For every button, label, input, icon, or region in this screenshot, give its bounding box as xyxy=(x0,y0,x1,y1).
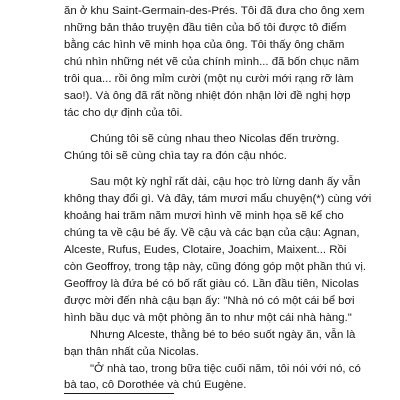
text-line: những bản thảo truyện đầu tiên của bố tôi được tô điểm xyxy=(64,22,347,34)
text-line: không thay đổi gì. Và đây, tám mươi mẩu chuyện(*) cùng với xyxy=(64,193,372,205)
text-line: khoảng hai trăm năm mươi hình vẽ minh họa sẽ kể cho xyxy=(64,210,344,222)
paragraph-start-line: Chúng tôi sẽ cùng nhau theo Nicolas đến trường. xyxy=(90,133,340,145)
footnote-divider xyxy=(64,393,174,394)
text-line: Alceste, Rufus, Eudes, Clotaire, Joachim, Maixent... Rồi xyxy=(64,244,347,256)
paragraph-start-line: "Ở nhà tao, trong bữa tiệc cuối năm, tôi nói với nó, có xyxy=(90,363,361,375)
text-line: được mời đến nhà cậu bạn ấy: "Nhà nó có một cái bể bơi xyxy=(64,295,355,307)
text-line: chú nhìn những nét vẽ của chính mình... đã bốn chục năm xyxy=(64,56,360,68)
text-line: ăn ở khu Saint-Germain-des-Prés. Tôi đã đưa cho ông xem xyxy=(64,5,365,17)
paragraph-start-line: Sau một kỳ nghỉ rất dài, cậu học trò lừng danh ấy vẫn xyxy=(90,176,361,188)
text-line: bằng các hình vẽ minh họa của ông. Tôi thấy ông chăm xyxy=(64,39,345,51)
text-line: sao!). Và ông đã rất nồng nhiệt đón nhận lời đề nghị hợp xyxy=(64,90,351,102)
text-line: hình bầu dục và một phòng ăn to như một cái nhà hàng." xyxy=(64,312,352,324)
text-line: Geoffroy là đứa bé có bố rất giàu có. Lần đầu tiên, Nicolas xyxy=(64,278,359,290)
text-line: trôi qua... rồi ông mỉm cười (một nụ cười mới rạng rỡ làm xyxy=(64,73,354,85)
paragraph-start-line: Nhưng Alceste, thằng bé to béo suốt ngày ăn, vẫn là xyxy=(90,329,356,341)
text-line: bà tao, cô Dorothée và chú Eugène. xyxy=(64,379,247,391)
text-line: tác cho dự định của tôi. xyxy=(64,107,183,119)
text-line: Chúng tôi sẽ cùng chìa tay ra đón cậu nhóc. xyxy=(64,150,287,162)
text-line: chúng ta về cậu bé ấy. Về cậu và các bạn của cậu: Agnan, xyxy=(64,227,360,239)
text-line: còn Geoffroy, trong tập này, cũng đóng góp một phần thú vị. xyxy=(64,261,367,273)
text-line: bạn thân nhất của Nicolas. xyxy=(64,346,199,358)
